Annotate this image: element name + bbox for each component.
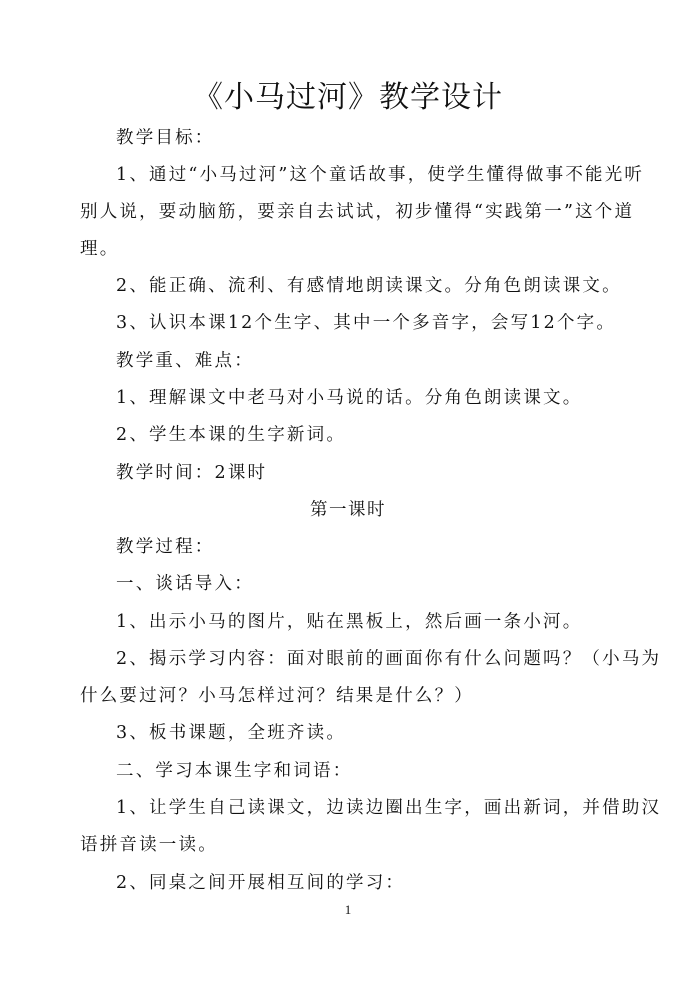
paragraph-line: 语拼音读一读。 bbox=[80, 835, 218, 855]
section-heading-objectives: 教学目标： bbox=[116, 128, 215, 148]
section-heading-key-points: 教学重、难点： bbox=[116, 351, 254, 371]
lesson-heading: 第一课时 bbox=[310, 500, 386, 520]
section-heading-process: 教学过程： bbox=[116, 537, 215, 557]
paragraph-line: 2、揭示学习内容：面对眼前的画面你有什么问题吗？（小马为 bbox=[116, 649, 662, 669]
document-title: 《小马过河》教学设计 bbox=[193, 80, 503, 115]
paragraph-line: 什么要过河？小马怎样过河？结果是什么？） bbox=[80, 686, 474, 706]
paragraph-line: 1、通过“小马过河”这个童话故事，使学生懂得做事不能光听 bbox=[116, 165, 645, 185]
paragraph-line: 2、学生本课的生字新词。 bbox=[116, 425, 347, 445]
paragraph-line: 2、能正确、流利、有感情地朗读课文。分角色朗读课文。 bbox=[116, 276, 622, 296]
paragraph-line: 1、让学生自己读课文，边读边圈出生字，画出新词，并借助汉 bbox=[116, 798, 662, 818]
paragraph-line: 2、同桌之间开展相互间的学习： bbox=[116, 873, 406, 893]
paragraph-line: 理。 bbox=[80, 239, 120, 259]
subheading-intro: 一、谈话导入： bbox=[116, 574, 254, 594]
section-heading-teaching-time: 教学时间：2课时 bbox=[116, 463, 268, 483]
subheading-vocabulary: 二、学习本课生字和词语： bbox=[116, 761, 353, 781]
paragraph-line: 3、认识本课12个生字、其中一个多音字，会写12个字。 bbox=[116, 313, 617, 333]
paragraph-line: 1、理解课文中老马对小马说的话。分角色朗读课文。 bbox=[116, 388, 583, 408]
paragraph-line: 别人说，要动脑筋，要亲自去试试，初步懂得“实践第一”这个道 bbox=[80, 202, 635, 222]
page-number: 1 bbox=[344, 902, 352, 917]
paragraph-line: 1、出示小马的图片，贴在黑板上，然后画一条小河。 bbox=[116, 612, 583, 632]
paragraph-line: 3、板书课题，全班齐读。 bbox=[116, 723, 347, 743]
